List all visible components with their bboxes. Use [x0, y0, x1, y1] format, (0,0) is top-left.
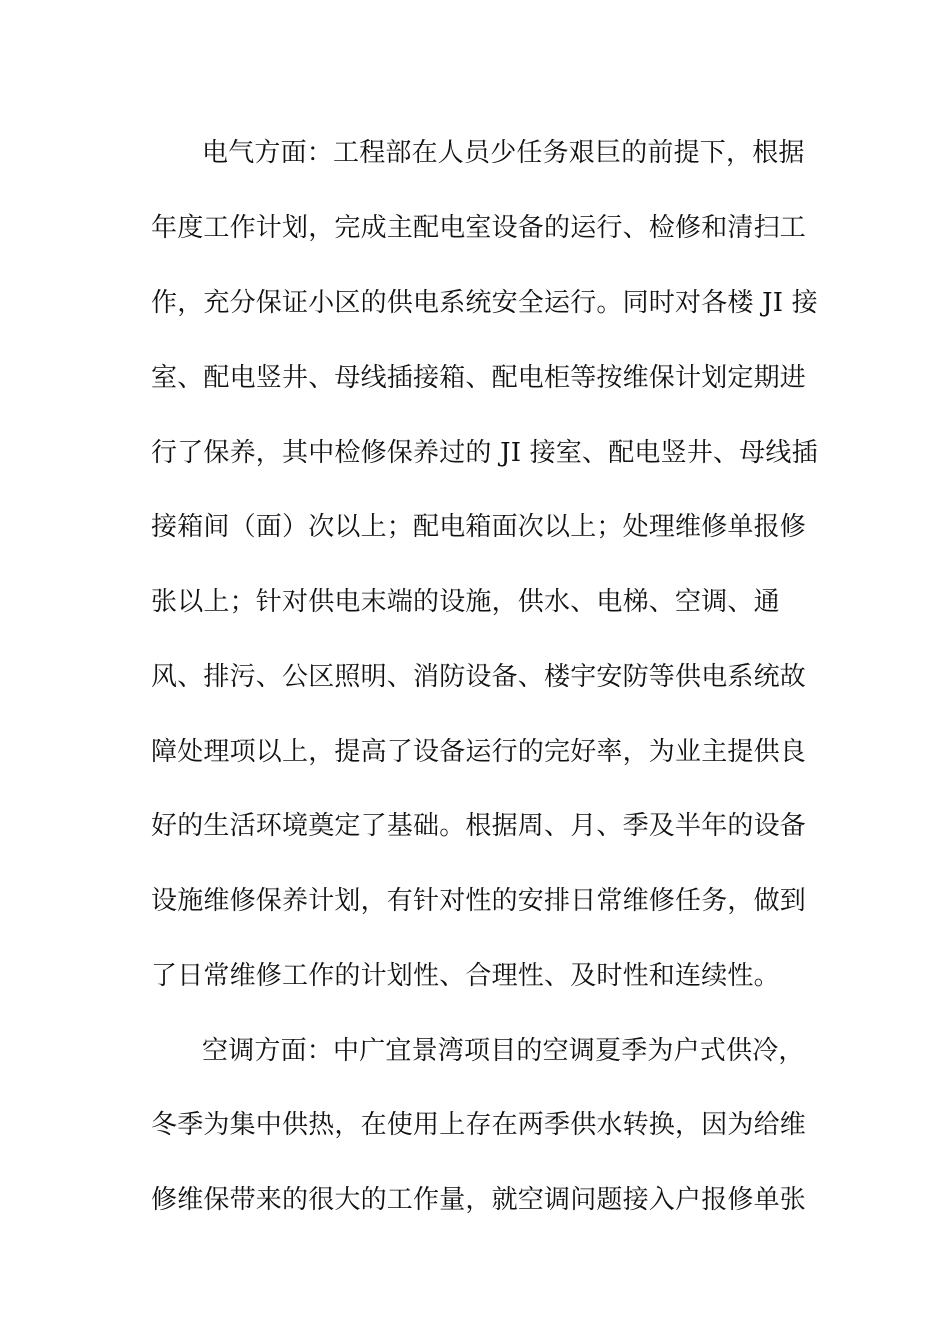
paragraph-line: 行了保养，其中检修保养过的 JI 接室、配电竖井、母线插 [151, 438, 818, 468]
paragraph-line: 风、排污、公区照明、消防设备、楼宇安防等供电系统故 [151, 662, 807, 692]
paragraph-line: 作，充分保证小区的供电系统安全运行。同时对各楼 JI 接 [151, 288, 818, 318]
paragraph-line: 修维保带来的很大的工作量，就空调问题接入户报修单张 [151, 1185, 807, 1215]
paragraph-line: 年度工作计划，完成主配电室设备的运行、检修和清扫工 [151, 213, 807, 243]
paragraph-line: 好的生活环境奠定了基础。根据周、月、季及半年的设备 [151, 811, 807, 841]
paragraph-line: 了日常维修工作的计划性、合理性、及时性和连续性。 [151, 961, 780, 991]
paragraph-line: 接箱间（面）次以上；配电箱面次以上；处理维修单报修 [151, 512, 807, 542]
paragraph-line: 冬季为集中供热，在使用上存在两季供水转换，因为给维 [151, 1110, 807, 1140]
paragraph-line: 张以上；针对供电末端的设施，供水、电梯、空调、通 [151, 587, 780, 617]
paragraph-line: 设施维修保养计划，有针对性的安排日常维修任务，做到 [151, 886, 807, 916]
paragraph-line: 空调方面：中广宜景湾项目的空调夏季为户式供冷， [202, 1036, 805, 1066]
paragraph-line: 障处理项以上，提高了设备运行的完好率，为业主提供良 [151, 737, 807, 767]
paragraph-line: 电气方面：工程部在人员少任务艰巨的前提下，根据 [202, 138, 805, 168]
paragraph-line: 室、配电竖井、母线插接箱、配电柜等按维保计划定期进 [151, 363, 807, 393]
